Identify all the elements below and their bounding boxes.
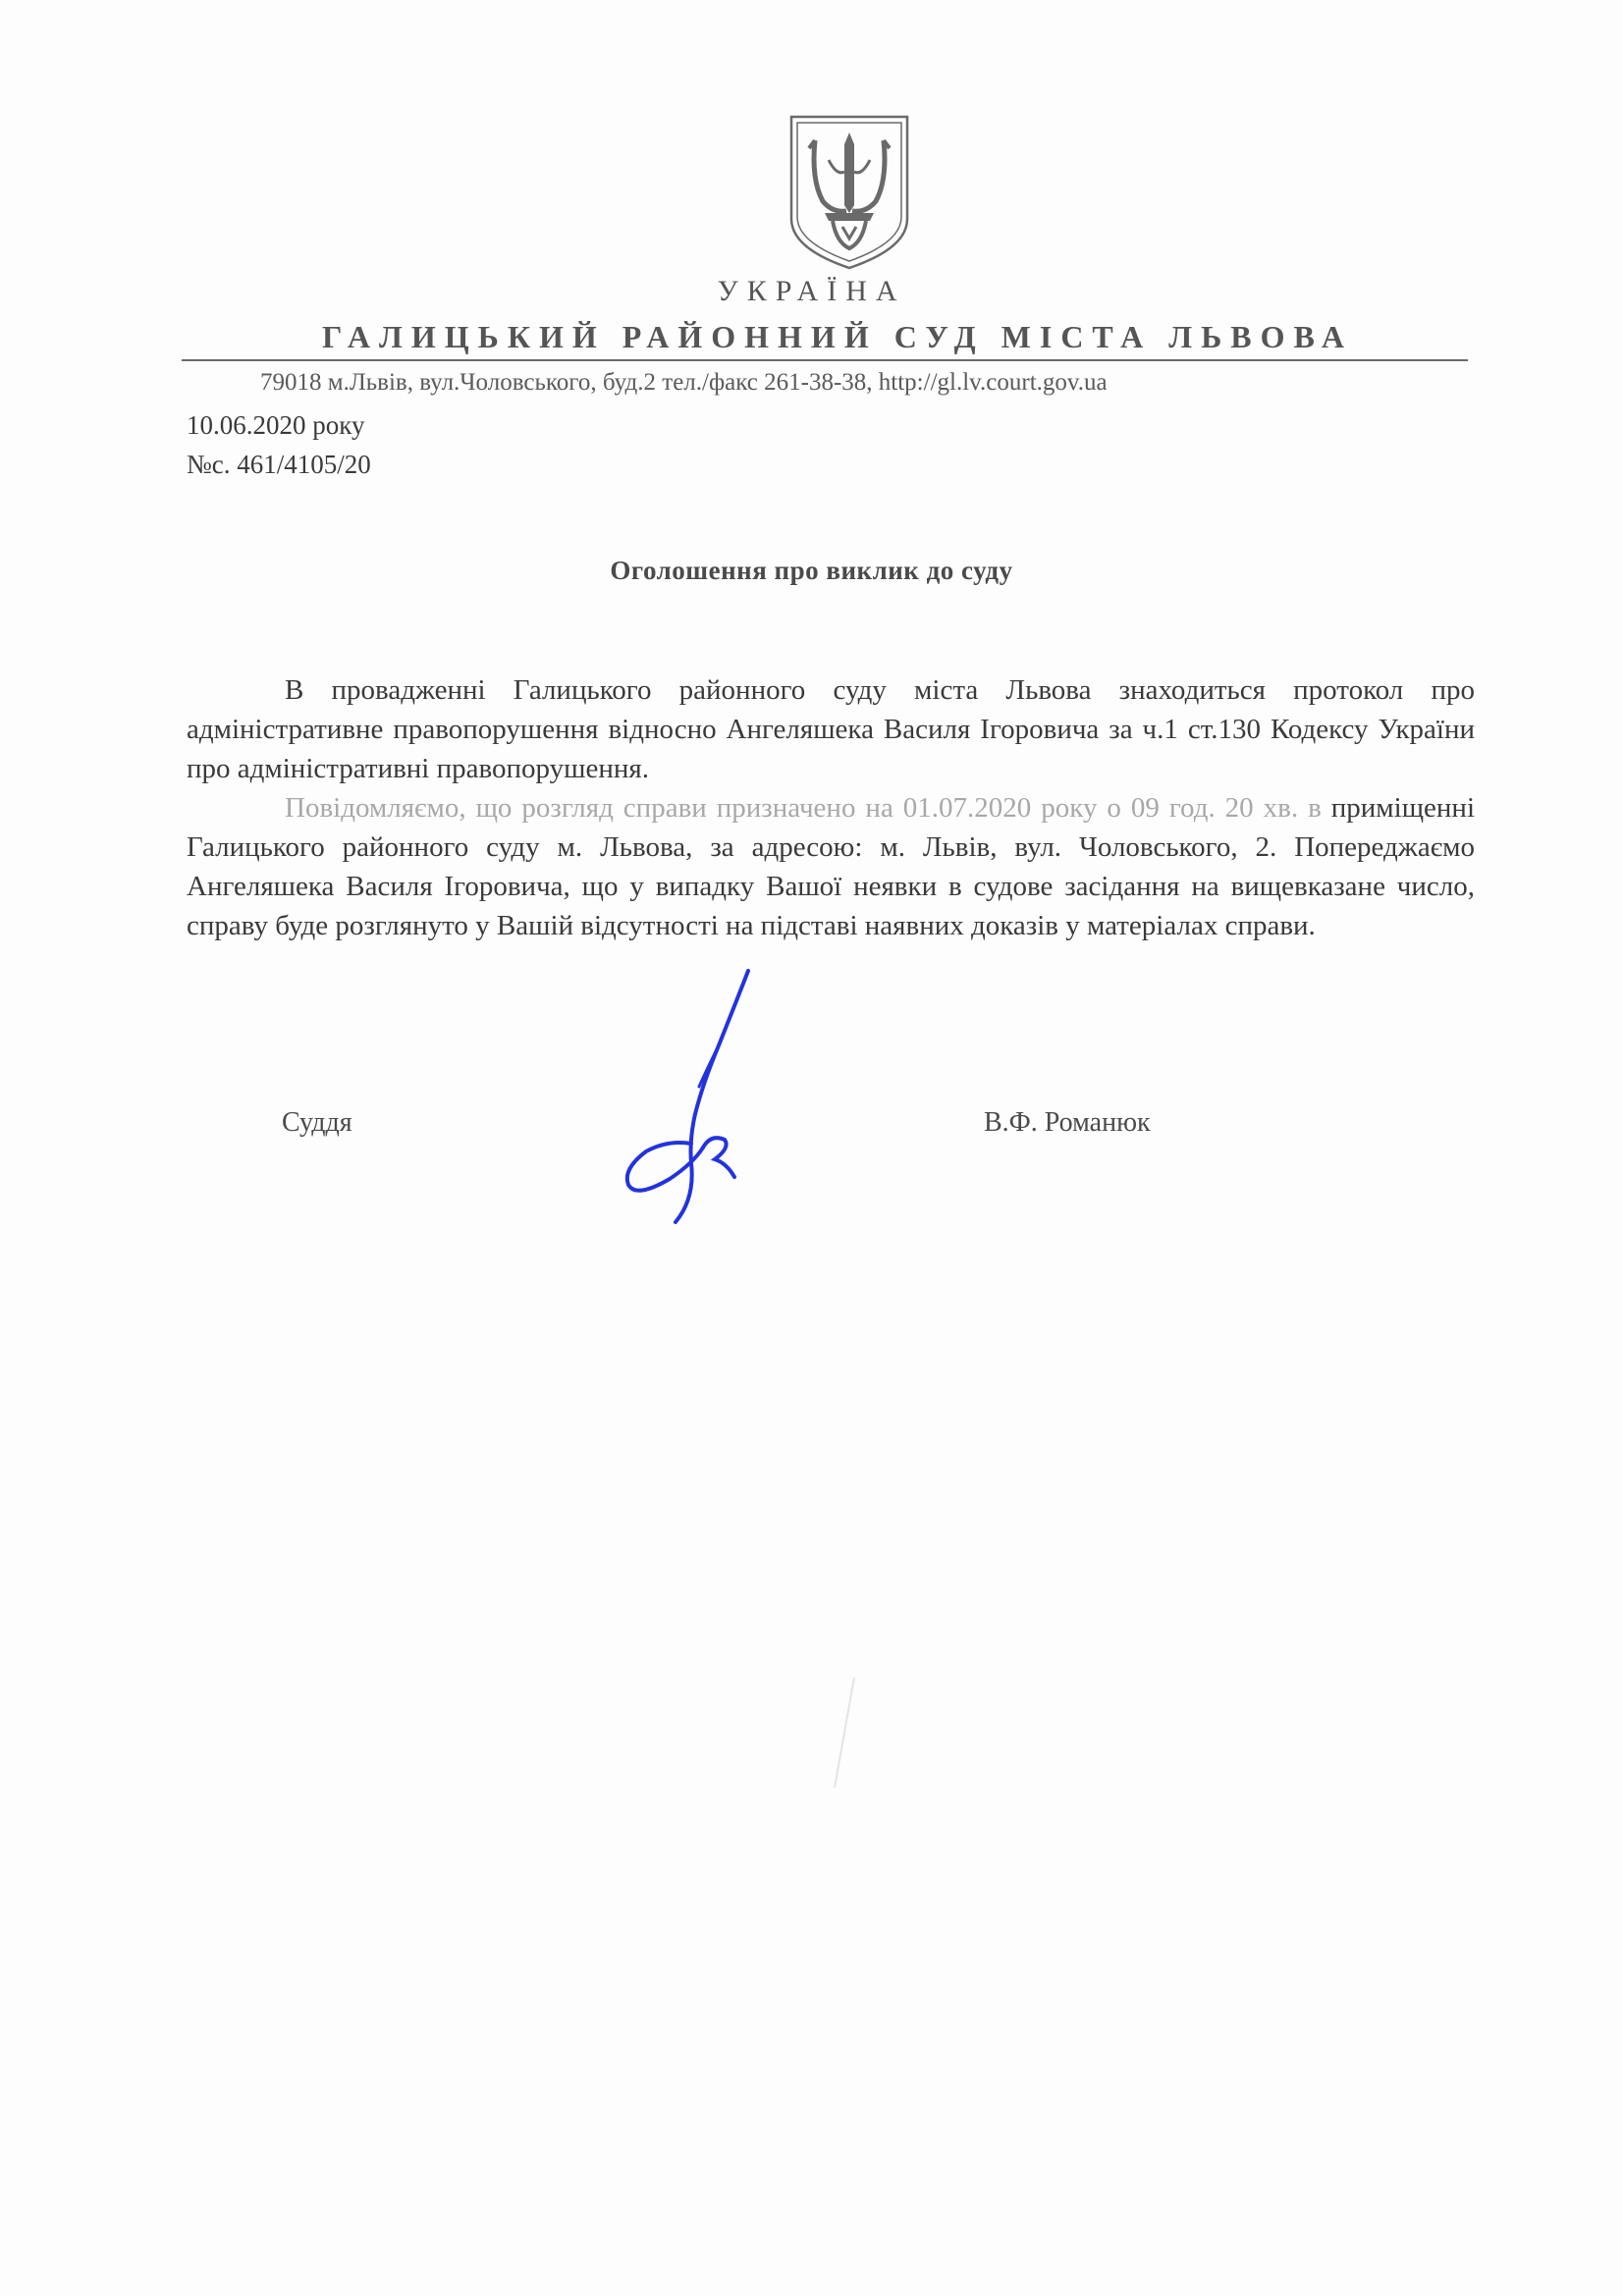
faint-pen-mark	[825, 1674, 864, 1791]
court-address: 79018 м.Львів, вул.Чоловського, буд.2 тел./факс 261-38-38, http://gl.lv.court.gov.ua	[260, 369, 1108, 396]
signer-role: Суддя	[282, 1107, 352, 1138]
paragraph-hearing-notice-faint: Повідомляємо, що розгляд справи призначено на 01.07.2020 року о 09 год. 20 хв. в	[285, 792, 1322, 824]
paragraph-hearing-notice-rest: приміщенні Галицького районного суду м. Львова, за адресою: м. Львів, вул. Чоловського, 2. Попереджаємо Ангеляшека Василя Ігоровича, що у випадку Вашої неявки в судове засідання на вищевказане число, справу буде розглянуто у Вашій відсутності на підставі наявних доказів у матеріалах справи.	[187, 792, 1476, 941]
document-date: 10.06.2020 року	[187, 410, 365, 440]
court-name-heading: ГАЛИЦЬКИЙ РАЙОННИЙ СУД МІСТА ЛЬВОВА	[322, 319, 1353, 354]
judge-name: В.Ф. Романюк	[984, 1107, 1151, 1138]
header-divider	[182, 359, 1468, 361]
handwritten-signature	[609, 967, 766, 1227]
case-number: №с. 461/4105/20	[187, 450, 371, 479]
paragraph-hearing-notice	[187, 788, 1475, 945]
document-body	[187, 670, 1475, 945]
country-heading: УКРАЇНА	[717, 275, 906, 307]
coat-of-arms-icon	[785, 111, 913, 273]
paragraph-proceedings: В провадженні Галицького районного суду міста Львова знаходиться протокол про адміністративне правопорушення відносно Ангеляшека Василя Ігоровича за ч.1 ст.130 Кодексу України про адміністративні правопорушення.	[187, 674, 1475, 784]
document-title: Оголошення про виклик до суду	[610, 556, 1013, 585]
